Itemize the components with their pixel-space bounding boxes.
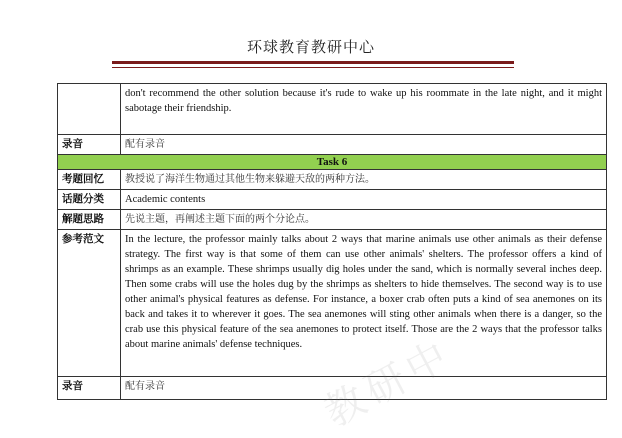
approach-value: 先说主题，再阐述主题下面的两个分论点。	[121, 210, 607, 230]
recall-value: 教授说了海洋生物通过其他生物来躲避天敌的两种方法。	[121, 170, 607, 190]
recording-value-2: 配有录音	[121, 377, 607, 400]
table-row-topic	[58, 190, 607, 210]
previous-answer-continuation: don't recommend the other solution because it's rude to wake up his roommate in the late night, and it might sabotage their friendship.	[121, 84, 607, 135]
recording-value-1: 配有录音	[121, 135, 607, 155]
header-rule-thin	[112, 67, 514, 68]
empty-label-cell	[58, 84, 121, 135]
task-header-row	[58, 155, 607, 170]
recording-label-2: 录音	[58, 377, 121, 400]
topic-value: Academic contents	[121, 190, 607, 210]
task-title: Task 6	[58, 155, 607, 170]
table-row-recall	[58, 170, 607, 190]
table-row-approach	[58, 210, 607, 230]
table-row-continuation	[58, 84, 607, 135]
recording-label-1: 录音	[58, 135, 121, 155]
header-rule-thick	[112, 61, 514, 64]
table-row-recording-2	[58, 377, 607, 400]
approach-label: 解题思路	[58, 210, 121, 230]
content-table	[57, 83, 607, 400]
recall-label: 考题回忆	[58, 170, 121, 190]
table-row-sample	[58, 230, 607, 377]
sample-label: 参考范文	[58, 230, 121, 377]
sample-answer-text: In the lecture, the professor mainly talks about 2 ways that marine animals use other animals as their defense strategy. The first way is that some of them can use other animals' shelters. The professor offers a kind of shrimps as an example. These shrimps usually dig holes under the sand, which is normally several inches deep. Then some crabs will use the holes dug by the shrimps as shelters to hide themselves. The second way is to use other animal's physical features as defense. For instance, a boxer crab often puts a kind of sea anemones on its back and takes it to wherever it goes. The sea anemones will sting other animals when there is a danger, so the crab use this physical feature of the sea anemones to protect itself. Those are the 2 ways that the professor talks about marine animals' defense techniques.	[121, 230, 607, 377]
document-header-title: 环球教育教研中心	[246, 38, 375, 56]
topic-label: 话题分类	[58, 190, 121, 210]
watermark: 教研中	[316, 330, 461, 437]
table-row-recording-1	[58, 135, 607, 155]
